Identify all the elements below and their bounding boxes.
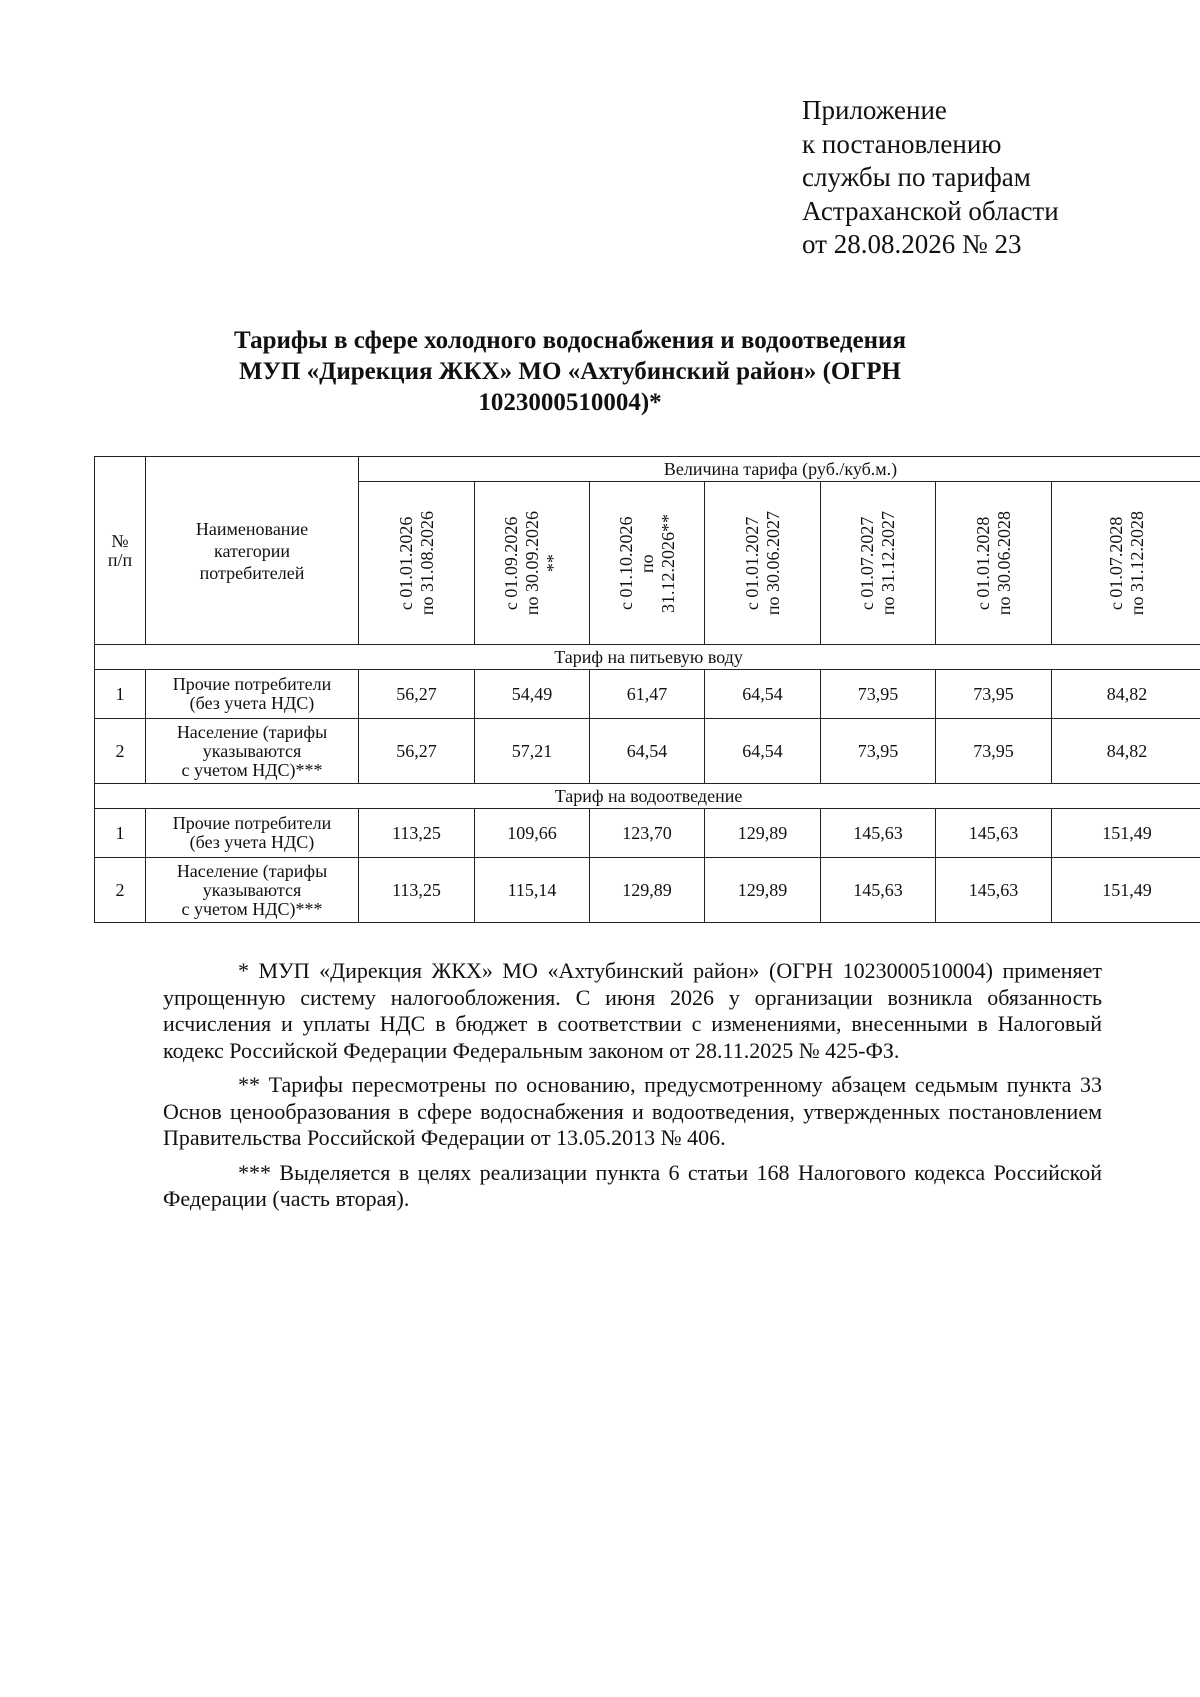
appendix-line: Астраханской области [802,195,1059,226]
header-category: Наименование категории потребителей [146,457,359,645]
tariff-value: 57,21 [475,719,590,784]
period-label: с 01.01.2026 по 31.08.2026 [395,510,437,616]
period-label-wrap [823,482,933,644]
tariff-value: 73,95 [936,719,1052,784]
appendix-line: службы по тарифам [802,162,1031,192]
period-label: с 01.09.2026 по 30.09.2026 ** [500,510,563,616]
tariff-value: 145,63 [936,809,1052,858]
tariff-value: 64,54 [705,719,821,784]
tariff-value: 123,70 [590,809,705,858]
section-row [95,645,1200,670]
tariff-value: 64,54 [705,670,821,719]
header-period [705,482,821,645]
row-number: 1 [95,809,146,858]
row-number: 1 [95,670,146,719]
tariff-value: 109,66 [475,809,590,858]
tariff-value: 56,27 [359,719,475,784]
tariff-value: 145,63 [821,809,936,858]
footnote: * МУП «Дирекция ЖКХ» МО «Ахтубинский район» (ОГРН 1023000510004) применяет упрощенную систему налогообложения. С июня 2026 у организации возникла обязанность исчисления и уплаты НДС в бюджет в соответствии с изменениями, внесенными в Налоговый кодекс Российской Федерации Федеральным законом от 28.11.2025 № 425-ФЗ. [163,958,1102,1063]
tariff-value: 151,49 [1052,858,1200,923]
tariff-value: 54,49 [475,670,590,719]
tariff-value: 73,95 [821,670,936,719]
table-row [95,670,1200,719]
tariff-value: 61,47 [590,670,705,719]
tariff-value: 113,25 [359,858,475,923]
footnote: *** Выделяется в целях реализации пункта 6 статьи 168 Налогового кодекса Российской Федерации (часть вторая). [163,1159,1102,1211]
header-period [821,482,936,645]
tariff-value: 145,63 [821,858,936,923]
row-number: 2 [95,719,146,784]
section-row [95,784,1200,809]
period-label-wrap [477,482,587,644]
header-tariff-group: Величина тарифа (руб./куб.м.) [359,457,1200,482]
tariff-value: 129,89 [705,809,821,858]
title-line: МУП «Дирекция ЖКХ» МО «Ахтубинский район» (ОГРН [239,358,901,385]
period-label: с 01.01.2028 по 30.06.2028 [972,510,1014,616]
table-row [95,719,1200,784]
tariff-value: 84,82 [1052,719,1200,784]
row-category: Население (тарифы указываются с учетом НДС)*** [146,719,359,784]
tariff-value: 56,27 [359,670,475,719]
header-period [359,482,475,645]
appendix-line: от 28.08.2026 № 23 [802,229,1022,259]
section-title: Тариф на водоотведение [95,784,1200,809]
header-period [590,482,705,645]
document-title [140,325,1000,418]
row-category: Прочие потребители (без учета НДС) [146,670,359,719]
period-label-wrap [361,482,472,644]
tariff-value: 113,25 [359,809,475,858]
tariff-table [94,456,1200,923]
row-category: Население (тарифы указываются с учетом НДС)*** [146,858,359,923]
title-line: 1023000510004)* [478,389,662,416]
title-line: Тарифы в сфере холодного водоснабжения и водоотведения [234,327,906,354]
period-label: с 01.07.2027 по 31.12.2027 [857,510,898,616]
tariff-value: 129,89 [590,858,705,923]
header-period [936,482,1052,645]
section-title: Тариф на питьевую воду [95,645,1200,670]
period-label-wrap [707,482,818,644]
header-period [475,482,590,645]
tariff-value: 115,14 [475,858,590,923]
table-row [95,858,1200,923]
footnotes [163,958,1102,1221]
header-number: № п/п [95,457,146,645]
period-label: с 01.10.2026 по 31.12.2026** [615,513,678,613]
row-category: Прочие потребители (без учета НДС) [146,809,359,858]
tariff-value: 151,49 [1052,809,1200,858]
period-label: с 01.01.2027 по 30.06.2027 [741,510,783,616]
header-row [95,457,1200,482]
period-label-wrap [592,482,702,644]
tariff-value: 145,63 [936,858,1052,923]
tariff-value: 64,54 [590,719,705,784]
tariff-value: 73,95 [936,670,1052,719]
header-period [1052,482,1200,645]
period-label-wrap [938,482,1049,644]
appendix-line: к постановлению [802,128,1002,159]
tariff-value: 84,82 [1052,670,1200,719]
footnote: ** Тарифы пересмотрены по основанию, предусмотренному абзацем седьмым пункта 33 Основ ценообразования в сфере водоснабжения и водоотведения, утвержденных постановлением Правительства Российской Федерации от 13.05.2013 № 406. [163,1072,1102,1150]
appendix-line: Приложение [802,95,947,125]
table-row [95,809,1200,858]
tariff-value: 129,89 [705,858,821,923]
row-number: 2 [95,858,146,923]
period-label-wrap [1054,482,1200,644]
period-label: с 01.07.2028 по 31.12.2028 [1106,510,1148,616]
appendix-block [802,94,1059,262]
tariff-value: 73,95 [821,719,936,784]
